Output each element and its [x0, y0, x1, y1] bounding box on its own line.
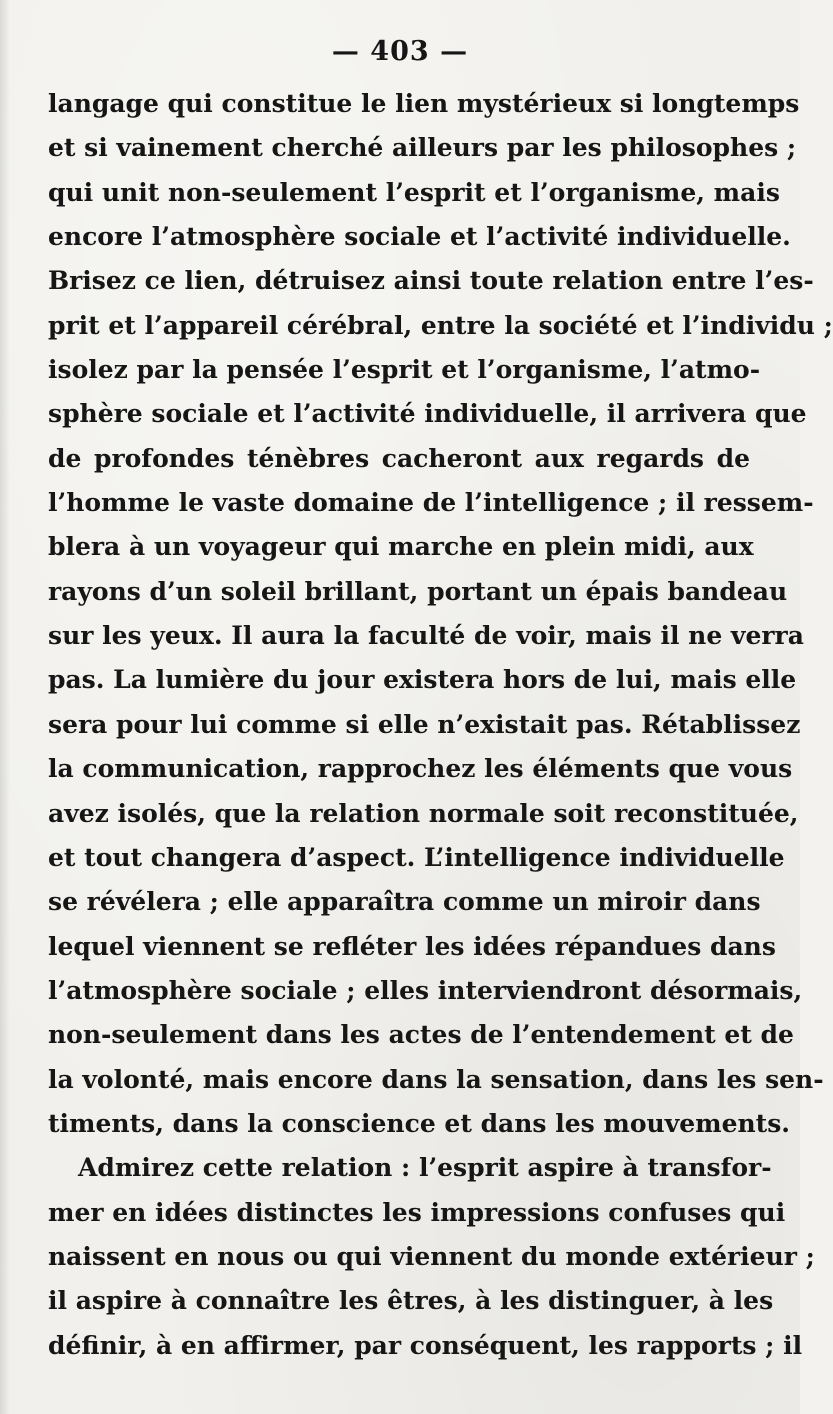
text-line: de profondes ténèbres cacheront aux regards de — [48, 443, 750, 473]
text-line: qui unit non-seulement l’esprit et l’organisme, mais — [48, 177, 780, 207]
text-line: sphère sociale et l’activité individuelle, il arrivera que — [48, 399, 807, 429]
text-line: et tout changera d’aspect. L’intelligence individuelle — [48, 842, 785, 872]
text-line: se révélera ; elle apparaîtra comme un miroir dans — [48, 887, 761, 917]
text-line: sera pour lui comme si elle n’existait pas. Rétablissez — [48, 709, 801, 739]
text-line: timents, dans la conscience et dans les mouvements. — [48, 1108, 790, 1138]
text-line: pas. La lumière du jour existera hors de lui, mais elle — [48, 665, 797, 695]
text-line: définir, à en affirmer, par conséquent, les rapports ; il — [48, 1330, 803, 1360]
page-number: — 403 — — [331, 36, 469, 67]
text-line: mer en idées distinctes les impressions confuses qui — [48, 1197, 786, 1227]
text-line: rayons d’un soleil brillant, portant un épais bandeau — [48, 576, 788, 606]
text-line: Admirez cette relation : l’esprit aspire à transfor- — [78, 1153, 772, 1183]
text-line: lequel viennent se refléter les idées répandues dans — [48, 931, 776, 961]
text-line: avez isolés, que la relation normale soit reconstituée, — [48, 798, 799, 828]
text-body — [48, 82, 833, 1368]
paragraph-2 — [48, 1146, 815, 1368]
text-line: Brisez ce lien, détruisez ainsi toute relation entre l’es- — [48, 266, 814, 296]
text-line: encore l’atmosphère sociale et l’activité individuelle. — [48, 222, 791, 252]
text-line: langage qui constitue le lien mystérieux si longtemps — [48, 89, 800, 118]
text-line: l’atmosphère sociale ; elles interviendront désormais, — [48, 975, 803, 1005]
text-line: non-seulement dans les actes de l’entendement et de — [48, 1020, 794, 1050]
text-line: isolez par la pensée l’esprit et l’organisme, l’atmo- — [48, 355, 761, 385]
text-line: l’homme le vaste domaine de l’intelligence ; il ressem- — [48, 488, 814, 518]
text-line: la communication, rapprochez les éléments que vous — [48, 754, 793, 784]
text-line: et si vainement cherché ailleurs par les philosophes ; — [48, 133, 797, 163]
text-line: la volonté, mais encore dans la sensation, dans les sen- — [48, 1064, 824, 1094]
text-line: blera à un voyageur qui marche en plein midi, aux — [48, 532, 754, 562]
paragraph-1 — [48, 82, 833, 1146]
text-line: naissent en nous ou qui viennent du monde extérieur ; — [48, 1241, 815, 1271]
text-line: sur les yeux. Il aura la faculté de voir, mais il ne verra — [48, 621, 804, 651]
text-line: prit et l’appareil cérébral, entre la société et l’individu ; — [48, 310, 833, 340]
text-line: il aspire à connaître les êtres, à les distinguer, à les — [48, 1286, 774, 1316]
